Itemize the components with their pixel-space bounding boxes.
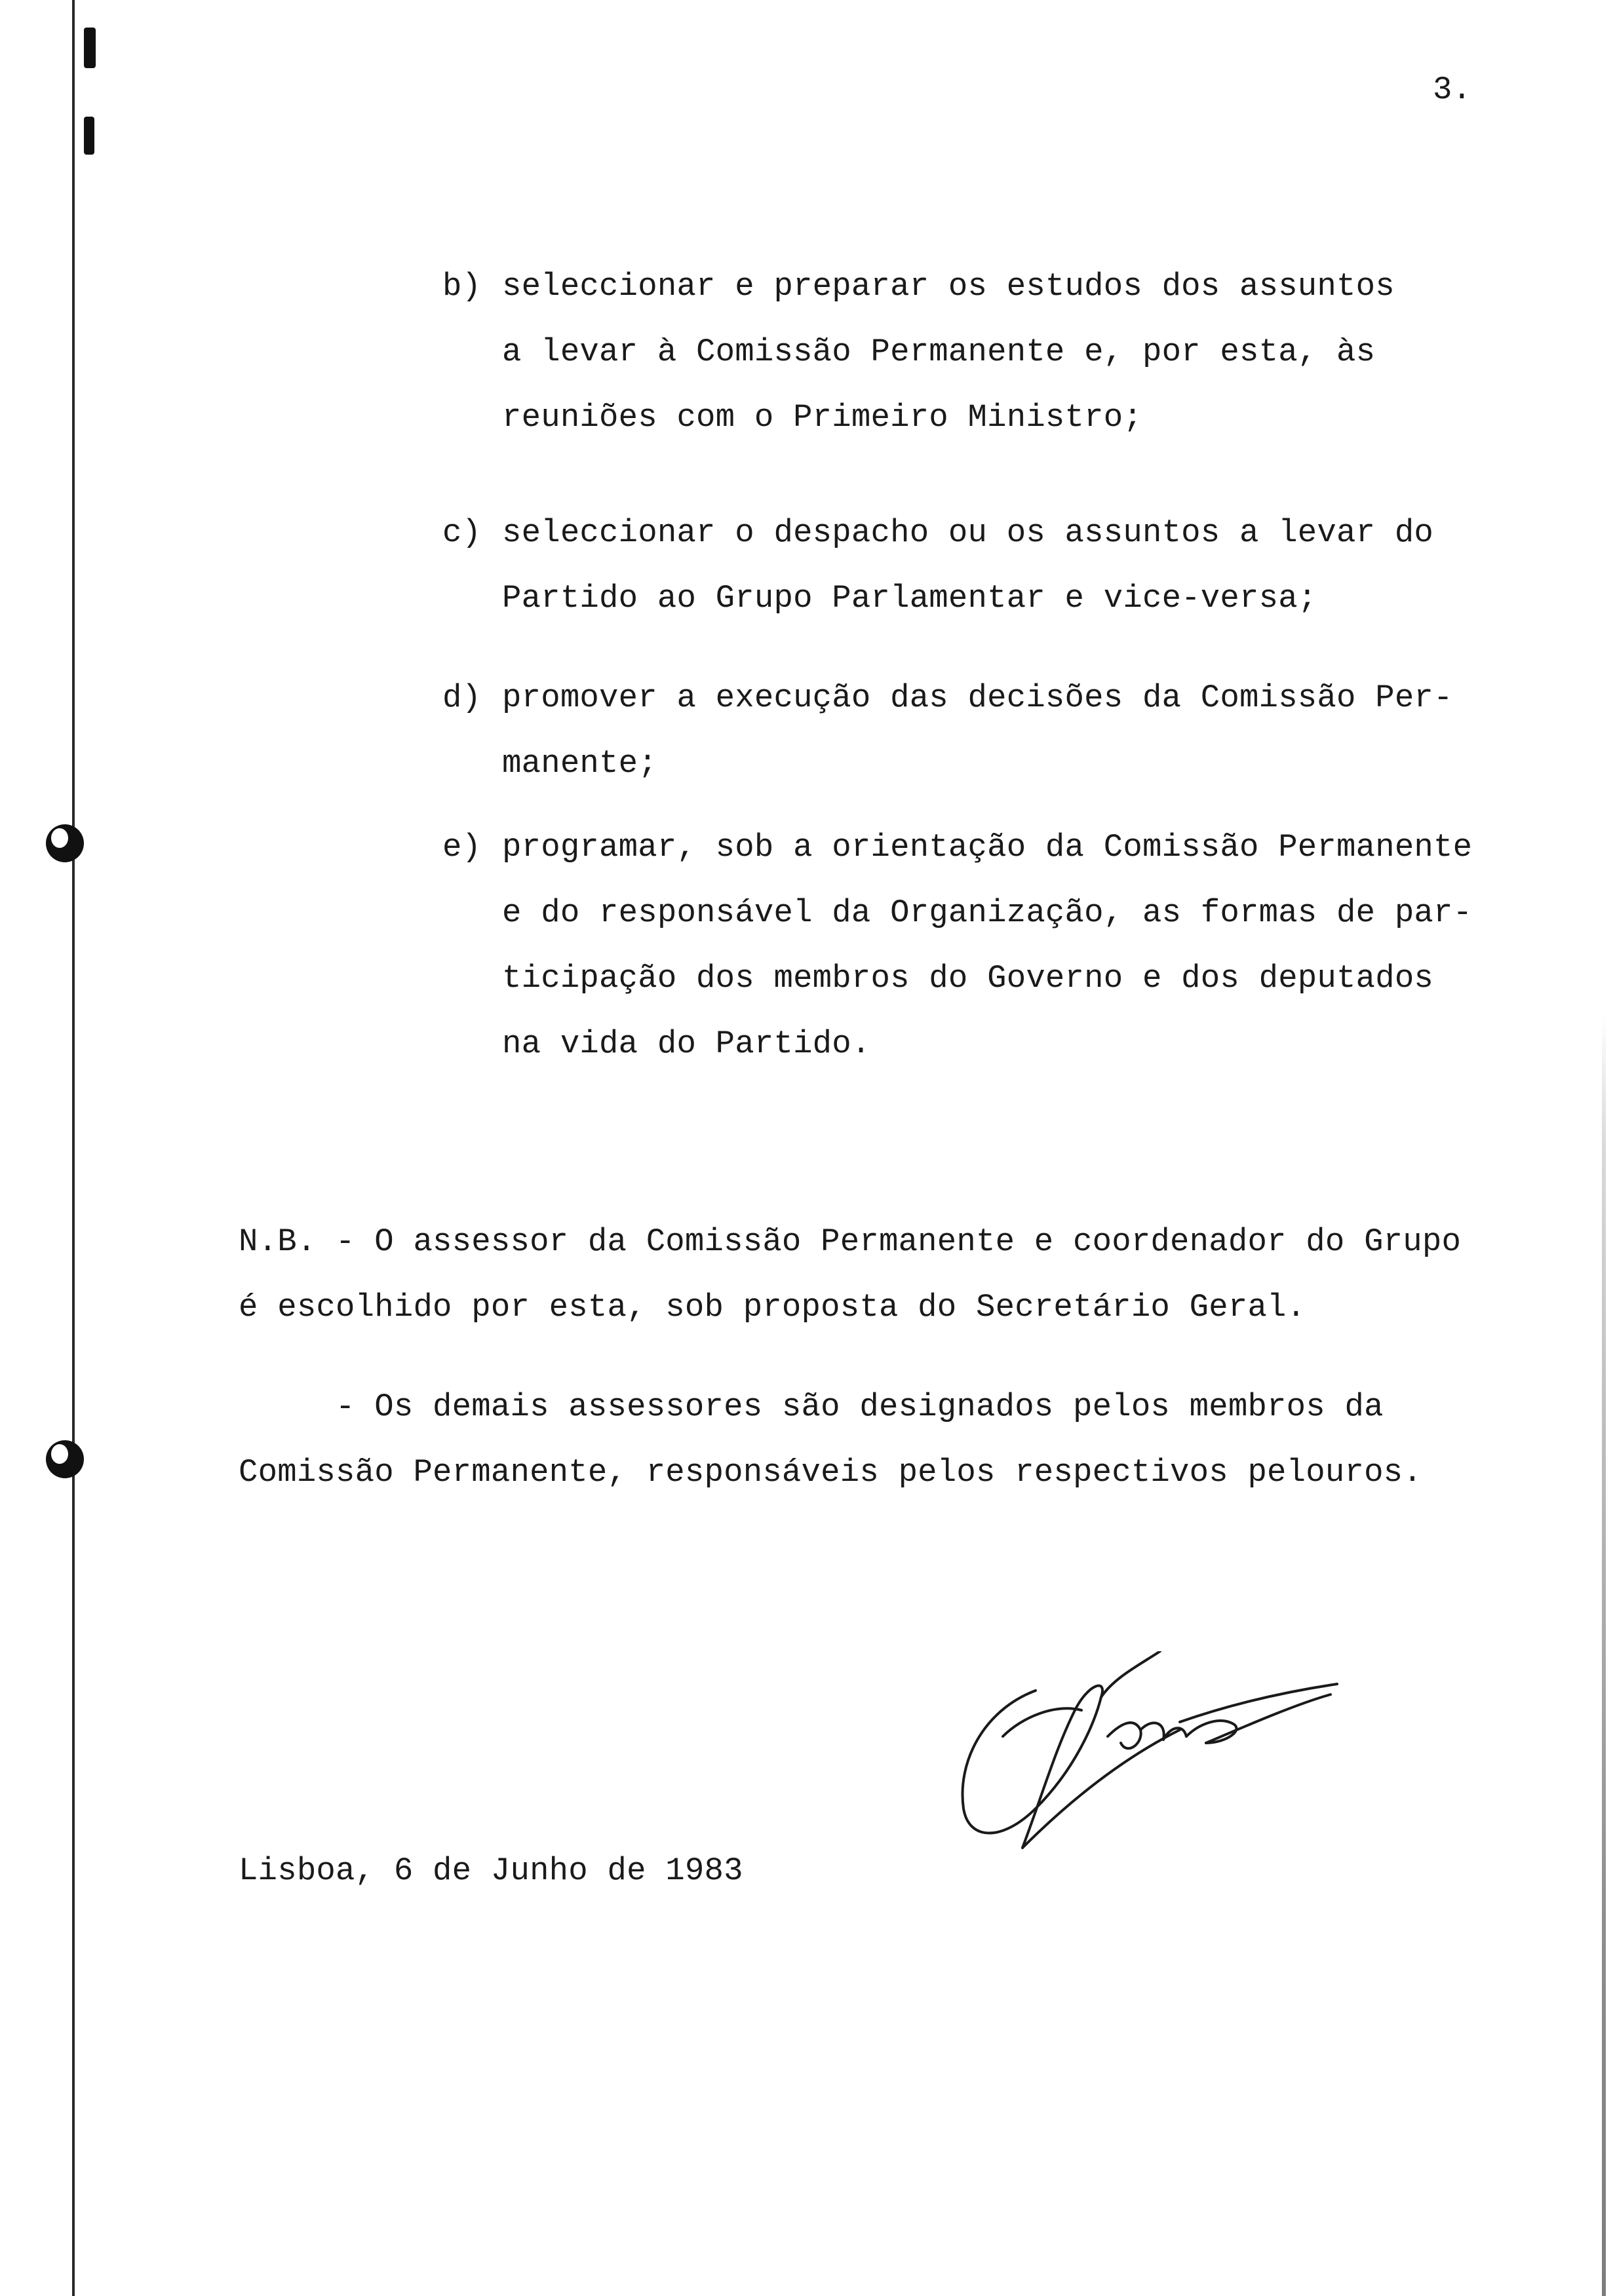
item-d-line-1: promover a execução das decisões da Comissão Per-: [502, 679, 1453, 716]
item-b-line-3: reuniões com o Primeiro Ministro;: [502, 399, 1142, 436]
item-e-line-4: na vida do Partido.: [502, 1025, 871, 1062]
staple-mark-bottom: [84, 117, 94, 155]
page-number: 3.: [1433, 71, 1472, 108]
item-label-e: e): [442, 829, 482, 866]
item-c-line-1: seleccionar o despacho ou os assuntos a levar do: [502, 514, 1434, 551]
nb-line-4: Comissão Permanente, responsáveis pelos respectivos pelouros.: [239, 1454, 1422, 1491]
nb-line-1: N.B. - O assessor da Comissão Permanente e coordenador do Grupo: [239, 1223, 1462, 1260]
nb-line-2: é escolhido por esta, sob proposta do Secretário Geral.: [239, 1289, 1306, 1326]
item-label-d: d): [442, 679, 482, 716]
signature: [944, 1651, 1350, 1867]
item-label-b: b): [442, 268, 482, 305]
item-e-line-3: ticipação dos membros do Governo e dos deputados: [502, 960, 1434, 997]
item-e-line-2: e do responsável da Organização, as formas de par-: [502, 894, 1473, 931]
staple-mark-top: [84, 28, 96, 68]
item-c-line-2: Partido ao Grupo Parlamentar e vice-versa;: [502, 580, 1317, 617]
item-e-line-1: programar, sob a orientação da Comissão Permanente: [502, 829, 1473, 866]
nb-line-3: - Os demais assessores são designados pelos membros da: [239, 1388, 1384, 1425]
place-date: Lisboa, 6 de Junho de 1983: [239, 1852, 743, 1889]
binding-rule: [72, 0, 75, 2296]
punch-hole-upper: [46, 824, 84, 862]
scan-edge-shadow: [1602, 1016, 1606, 2296]
item-b-line-2: a levar à Comissão Permanente e, por esta, às: [502, 334, 1376, 370]
punch-hole-lower: [46, 1440, 84, 1478]
item-label-c: c): [442, 514, 482, 551]
item-d-line-2: manente;: [502, 745, 657, 782]
item-b-line-1: seleccionar e preparar os estudos dos assuntos: [502, 268, 1395, 305]
